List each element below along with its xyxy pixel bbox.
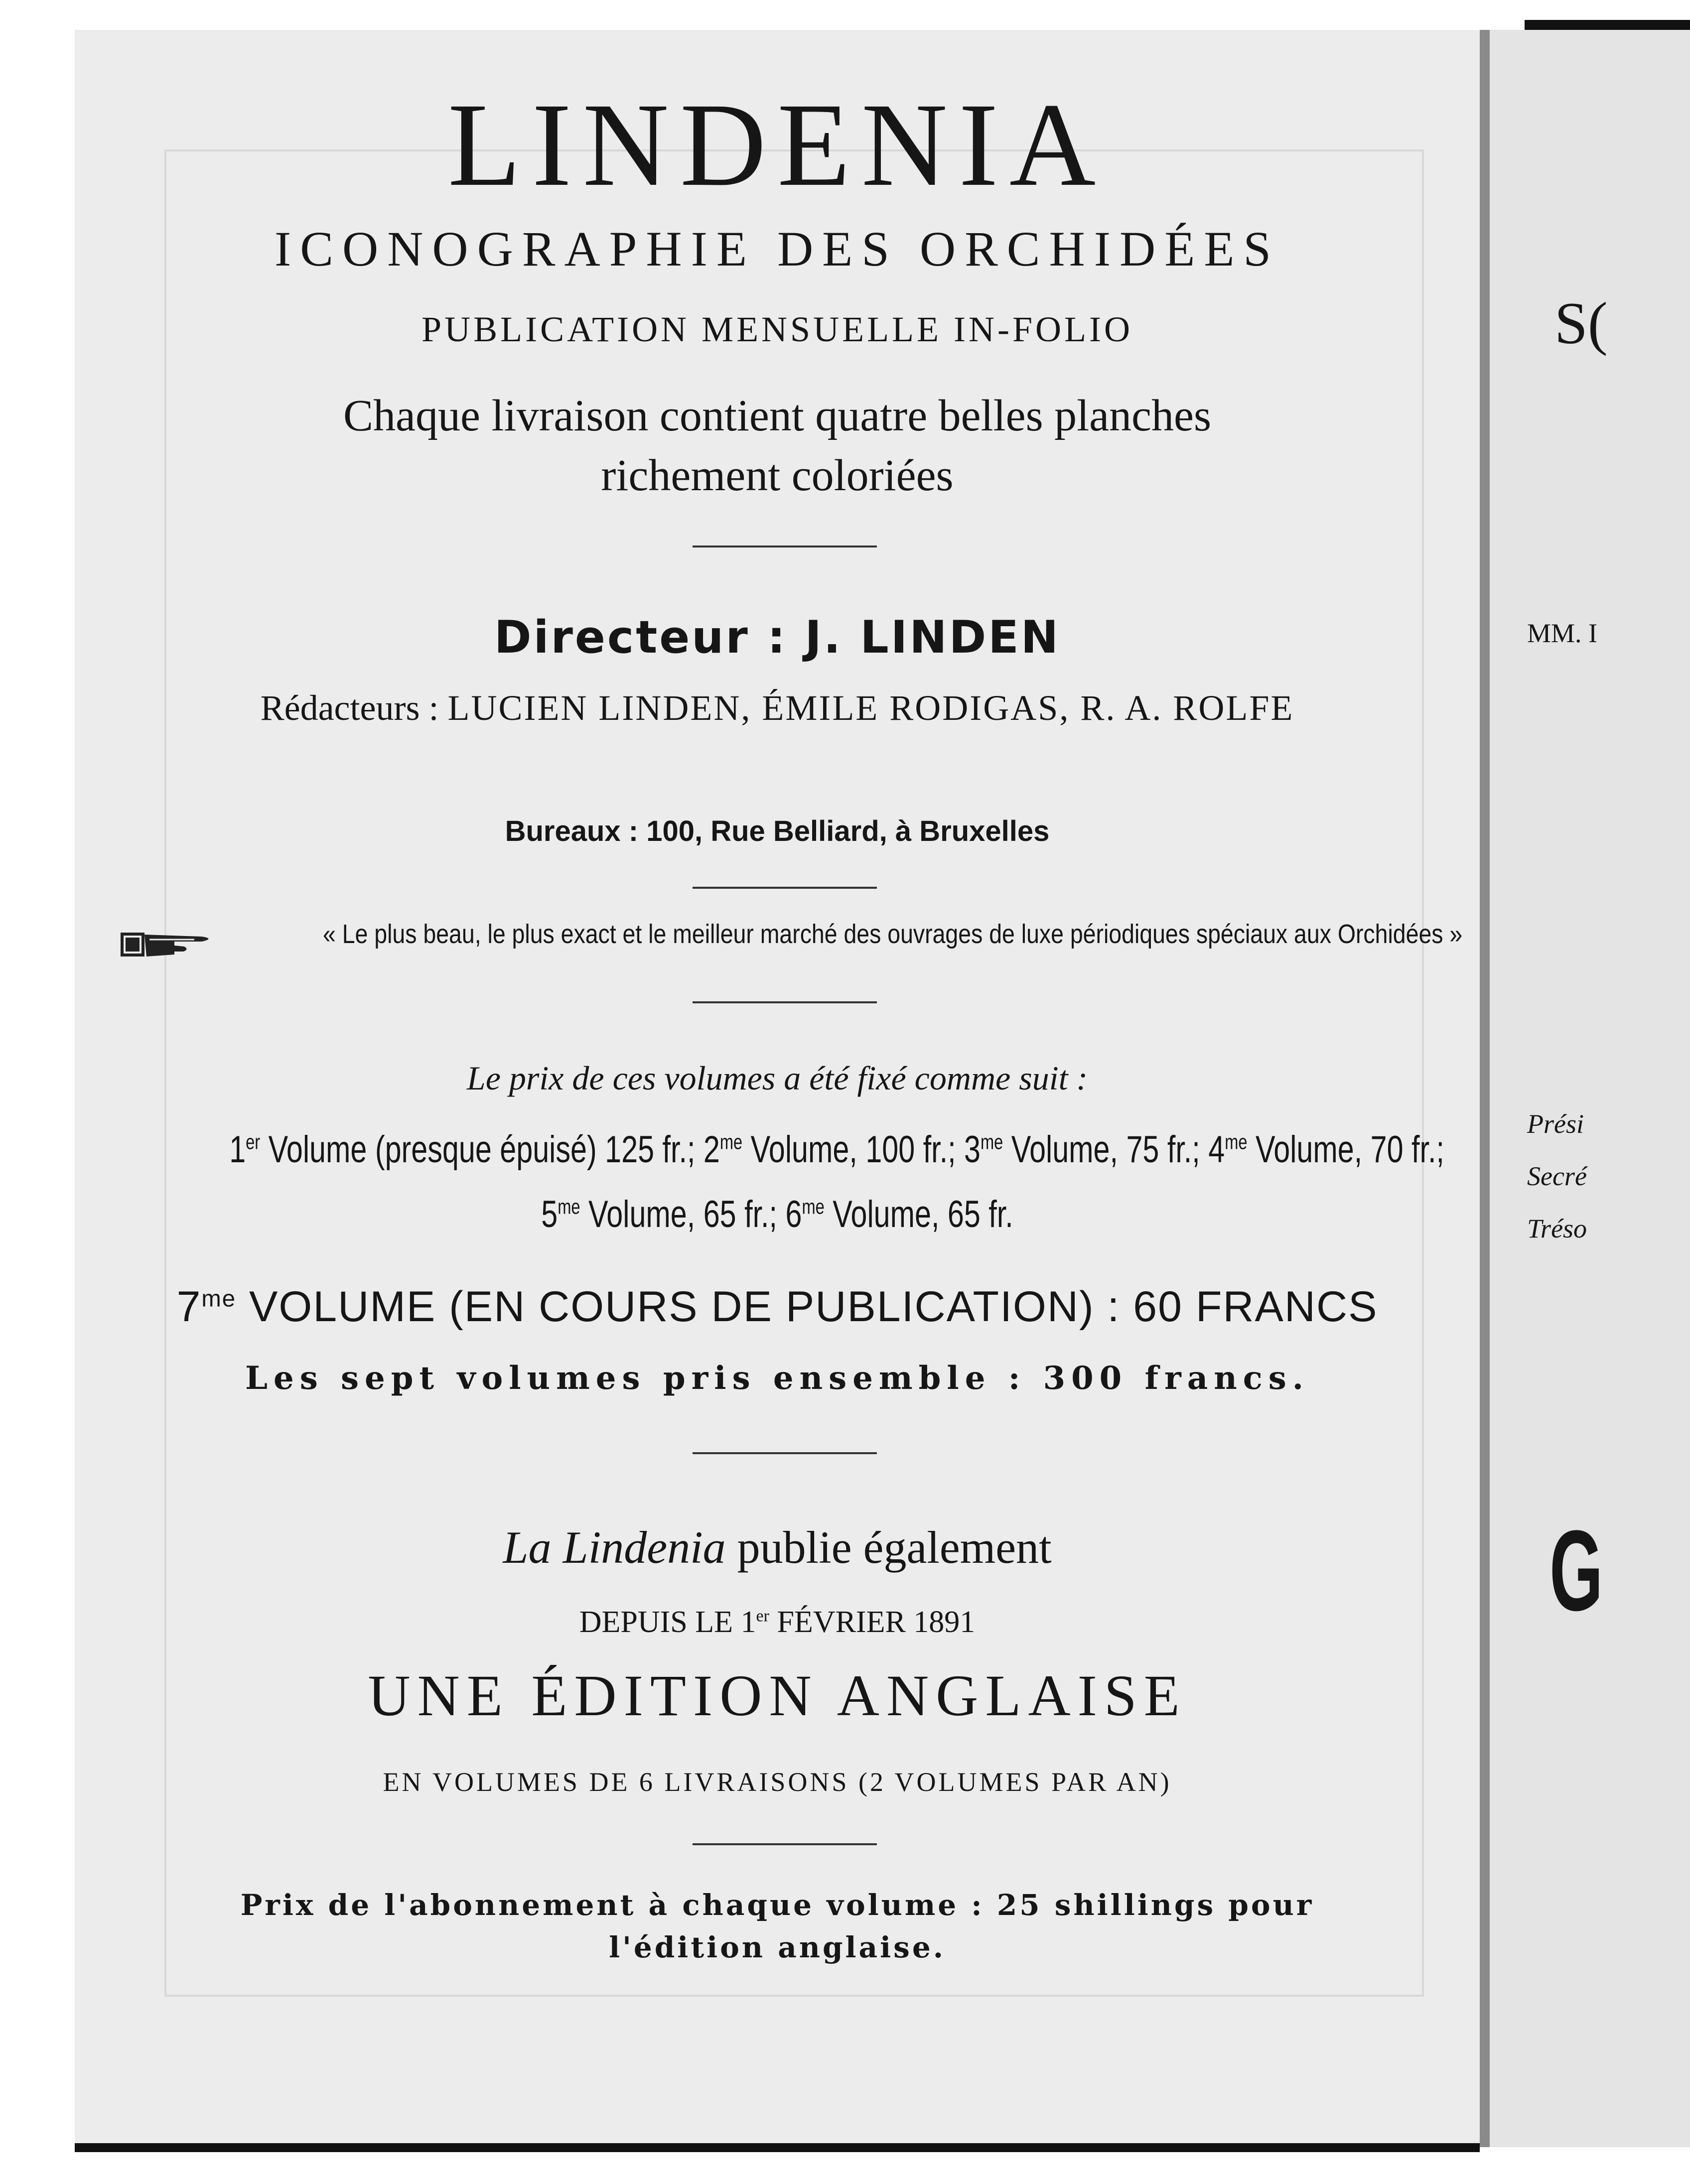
lindenia-italic: La Lindenia xyxy=(503,1522,726,1573)
adjacent-fragment-secre: Secré xyxy=(1527,1161,1587,1191)
director-line xyxy=(75,611,1480,664)
pricing-intro: Le prix de ces volumes a été fixé comme suit : xyxy=(466,1059,1088,1097)
volume-3: $3^{me}$ Volume, 75 fr.; xyxy=(964,1128,1209,1171)
subscription-line-2: l'édition anglaise. xyxy=(609,1930,946,1964)
publication-frequency: PUBLICATION MENSUELLE IN-FOLIO xyxy=(422,309,1133,349)
volume-1: 1er Volume (presque épuisé) 125 fr.; xyxy=(229,1128,704,1171)
also-publishes-text: publie également xyxy=(725,1522,1052,1573)
edition-details: EN VOLUMES DE 6 LIVRAISONS (2 VOLUMES PAR AN) xyxy=(383,1767,1172,1797)
adjacent-page xyxy=(1490,30,1690,2147)
divider xyxy=(693,887,877,889)
subscription-line-1: Prix de l'abonnement à chaque volume : 25 shillings pour xyxy=(240,1888,1314,1922)
bundle-price: Les sept volumes pris ensemble : 300 francs. xyxy=(245,1360,1310,1397)
bureaux-address: 100, Rue Belliard, à Bruxelles xyxy=(646,815,1050,847)
divider xyxy=(693,546,877,547)
volume-6: $6^{me}$ Volume, 65 fr. xyxy=(785,1193,1013,1235)
director-name: J. LINDEN xyxy=(805,611,1061,664)
description-line-2: richement coloriées xyxy=(601,451,954,500)
bureaux-label: Bureaux : xyxy=(505,815,647,847)
volume-4: $4^{me}$ Volume, 70 fr.; xyxy=(1208,1128,1444,1171)
also-publishes xyxy=(75,1522,1480,1573)
adjacent-fragment-g: G xyxy=(1549,1506,1603,1635)
masthead-subtitle: ICONOGRAPHIE DES ORCHIDÉES xyxy=(274,221,1280,276)
volume-prices-line-1 xyxy=(229,1128,1444,1171)
volume-5: $5^{me}$ Volume, 65 fr.; xyxy=(541,1193,786,1235)
divider xyxy=(693,1001,877,1003)
redacteurs-names: LUCIEN LINDEN, ÉMILE RODIGAS, R. A. ROLFE xyxy=(447,688,1294,728)
redacteurs-line xyxy=(75,690,1480,726)
book-gutter xyxy=(1480,30,1491,2147)
redacteurs-label: Rédacteurs : xyxy=(260,688,448,728)
scan-edge-bottom xyxy=(75,2143,1480,2152)
adjacent-fragment-mm: MM. I xyxy=(1527,618,1598,648)
director-label: Directeur : xyxy=(494,611,805,664)
adjacent-fragment-so: S( xyxy=(1554,290,1608,356)
since-date: DEPUIS LE 1er FÉVRIER 1891 xyxy=(579,1605,976,1639)
masthead-title: LINDENIA xyxy=(447,78,1107,211)
divider xyxy=(693,1452,877,1454)
volume-2: $2^{me}$ Volume, 100 fr.; xyxy=(703,1128,965,1171)
volume-prices-line-2 xyxy=(229,1193,1325,1235)
adjacent-fragment-treso: Tréso xyxy=(1527,1214,1587,1243)
description-line-1: Chaque livraison contient quatre belles planches xyxy=(343,391,1211,440)
quote: « Le plus beau, le plus exact et le meilleur marché des ouvrages de luxe périodiques spéciaux aux Orchidées » xyxy=(323,919,1463,949)
adjacent-fragment-presi: Prési xyxy=(1527,1109,1584,1139)
divider xyxy=(693,1843,877,1845)
english-edition: UNE ÉDITION ANGLAISE xyxy=(368,1663,1187,1728)
pointing-hand-icon xyxy=(120,922,219,966)
bureaux-line xyxy=(75,817,1480,846)
current-volume: $7^{me}$ VOLUME (EN COURS DE PUBLICATION) : 60 FRANCS xyxy=(176,1283,1378,1331)
